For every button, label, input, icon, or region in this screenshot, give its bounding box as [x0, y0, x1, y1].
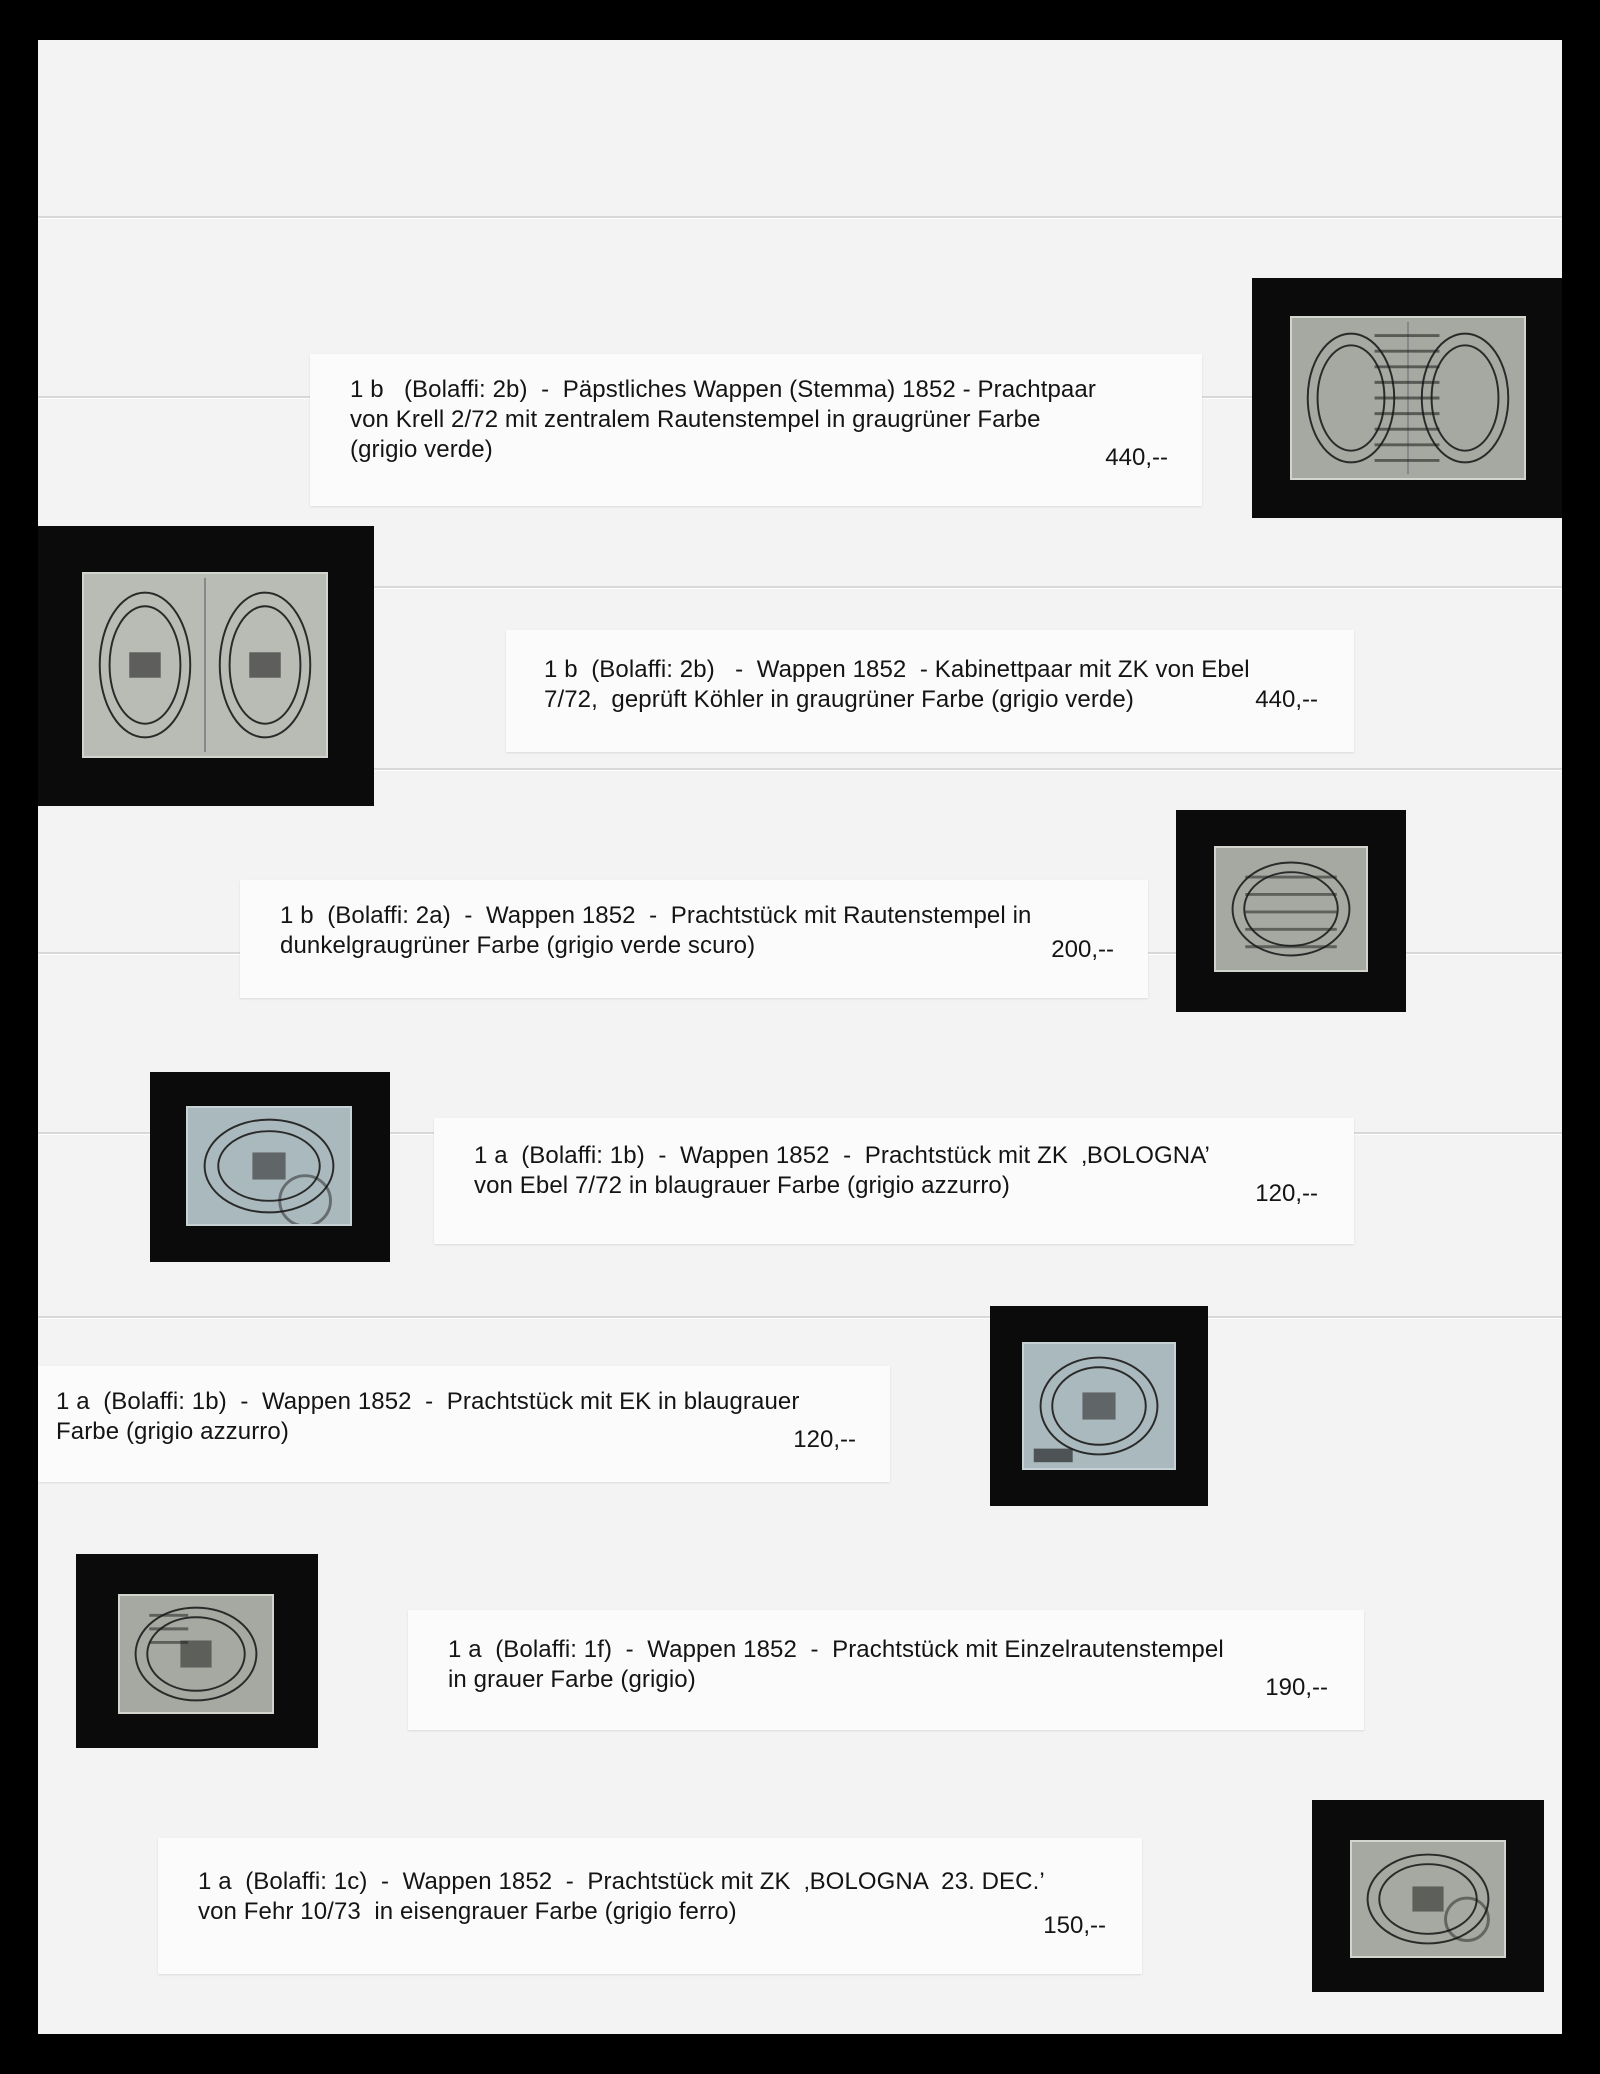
- stamp-pair-image: [82, 572, 328, 758]
- stamp-image: [1214, 846, 1368, 972]
- catalog-price: 440,--: [1105, 444, 1168, 471]
- description-line: 1 a (Bolaffi: 1b) - Wappen 1852 - Prachtstück mit EK in blaugrauer: [56, 1388, 800, 1415]
- stamp-image: [118, 1594, 274, 1714]
- stamp-mount: [1312, 1800, 1544, 1992]
- stamp-mount: [1176, 810, 1406, 1012]
- catalog-price: 120,--: [793, 1426, 856, 1453]
- stamp-mount: [1252, 278, 1562, 518]
- stamp-mount: [990, 1306, 1208, 1506]
- catalog-price: 440,--: [1255, 686, 1318, 713]
- stamp-pair-image: [1290, 316, 1526, 480]
- description-line: 1 b (Bolaffi: 2b) - Wappen 1852 - Kabinettpaar mit ZK von Ebel: [544, 656, 1250, 683]
- description-line: von Fehr 10/73 in eisengrauer Farbe (grigio ferro): [198, 1898, 737, 1925]
- catalog-price: 120,--: [1255, 1180, 1318, 1207]
- strip-divider: [38, 1316, 1562, 1318]
- stamp-image: [186, 1106, 352, 1226]
- album-page: [38, 40, 1562, 2034]
- catalog-price: 150,--: [1043, 1912, 1106, 1939]
- catalog-price: 190,--: [1265, 1674, 1328, 1701]
- papal-arms-stamp-icon: [188, 1108, 350, 1224]
- stamp-mount: [150, 1072, 390, 1262]
- stamp-description-card: [240, 880, 1148, 998]
- papal-arms-stamp-icon: [1352, 1842, 1504, 1956]
- stamp-description-card: [38, 1366, 890, 1482]
- description-line: 1 a (Bolaffi: 1f) - Wappen 1852 - Prachtstück mit Einzelrautenstempel: [448, 1636, 1224, 1663]
- catalog-price: 200,--: [1051, 936, 1114, 963]
- description-line: dunkelgraugrüner Farbe (grigio verde scuro): [280, 932, 756, 959]
- papal-arms-stamp-icon: [1024, 1344, 1174, 1468]
- stamp-mount: [76, 1554, 318, 1748]
- papal-arms-stamp-icon: [120, 1596, 272, 1712]
- description-line: 7/72, geprüft Köhler in graugrüner Farbe (grigio verde): [544, 686, 1134, 713]
- stamp-description-card: [310, 354, 1202, 506]
- description-line: 1 b (Bolaffi: 2b) - Päpstliches Wappen (Stemma) 1852 - Prachtpaar: [350, 376, 1096, 403]
- stamp-mount: [38, 526, 374, 806]
- stamp-description-card: [408, 1610, 1364, 1730]
- description-line: von Krell 2/72 mit zentralem Rautenstempel in graugrüner Farbe: [350, 406, 1041, 433]
- stamp-description-card: [158, 1838, 1142, 1974]
- description-line: (grigio verde): [350, 436, 493, 463]
- stamp-image: [1350, 1840, 1506, 1958]
- description-line: 1 b (Bolaffi: 2a) - Wappen 1852 - Prachtstück mit Rautenstempel in: [280, 902, 1032, 929]
- description-line: 1 a (Bolaffi: 1b) - Wappen 1852 - Prachtstück mit ZK ‚BOLOGNA’: [474, 1142, 1210, 1169]
- papal-arms-stamp-pair-icon: [1292, 318, 1524, 478]
- stamp-image: [1022, 1342, 1176, 1470]
- stamp-description-card: [506, 630, 1354, 752]
- papal-arms-stamp-icon: [1216, 848, 1366, 970]
- strip-divider: [38, 216, 1562, 218]
- description-line: Farbe (grigio azzurro): [56, 1418, 289, 1445]
- papal-arms-stamp-pair-icon: [84, 574, 326, 756]
- description-line: 1 a (Bolaffi: 1c) - Wappen 1852 - Prachtstück mit ZK ‚BOLOGNA 23. DEC.’: [198, 1868, 1045, 1895]
- description-line: von Ebel 7/72 in blaugrauer Farbe (grigio azzurro): [474, 1172, 1010, 1199]
- description-line: in grauer Farbe (grigio): [448, 1666, 696, 1693]
- stamp-description-card: [434, 1118, 1354, 1244]
